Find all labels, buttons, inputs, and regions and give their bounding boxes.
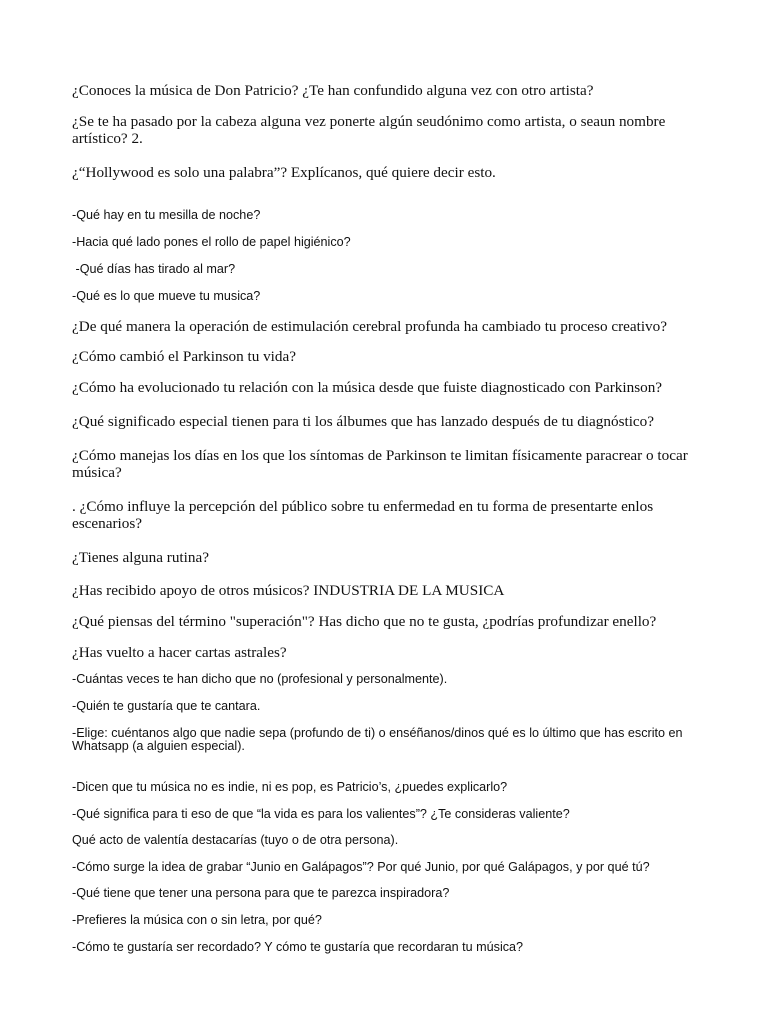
question-line: -Cómo surge la idea de grabar “Junio en Galápagos”? Por qué Junio, por qué Galápagos, y por qué tú? bbox=[72, 860, 650, 874]
question-line: ¿Conoces la música de Don Patricio? ¿Te han confundido alguna vez con otro artista? bbox=[72, 82, 594, 99]
question-line: ¿Cómo manejas los días en los que los síntomas de Parkinson te limitan físicamente paracrear o tocar música? bbox=[72, 447, 692, 481]
question-line: -Qué significa para ti eso de que “la vida es para los valientes”? ¿Te consideras valiente? bbox=[72, 807, 570, 821]
question-line: -Cuántas veces te han dicho que no (profesional y personalmente). bbox=[72, 672, 448, 686]
question-line: ¿Has recibido apoyo de otros músicos? INDUSTRIA DE LA MUSICA bbox=[72, 582, 505, 599]
question-line: Qué acto de valentía destacarías (tuyo o de otra persona). bbox=[72, 833, 399, 847]
question-line: -Qué es lo que mueve tu musica? bbox=[72, 289, 261, 303]
question-line: -Qué tiene que tener una persona para que te parezca inspiradora? bbox=[72, 886, 450, 900]
question-line: ¿Qué significado especial tienen para ti los álbumes que has lanzado después de tu diagnóstico? bbox=[72, 413, 654, 430]
question-line: -Elige: cuéntanos algo que nadie sepa (profundo de ti) o enséñanos/dinos qué es lo último que has escrito en Whatsapp (a alguien especial). bbox=[72, 726, 687, 753]
question-line: -Hacia qué lado pones el rollo de papel higiénico? bbox=[72, 235, 351, 249]
question-line: ¿Qué piensas del término "superación"? Has dicho que no te gusta, ¿podrías profundizar enello? bbox=[72, 613, 657, 630]
question-line: -Qué hay en tu mesilla de noche? bbox=[72, 208, 261, 222]
question-line: ¿Has vuelto a hacer cartas astrales? bbox=[72, 644, 287, 661]
question-line: -Dicen que tu música no es indie, ni es pop, es Patricio’s, ¿puedes explicarlo? bbox=[72, 780, 508, 794]
question-line: -Prefieres la música con o sin letra, por qué? bbox=[72, 913, 322, 927]
question-line: -Quién te gustaría que te cantara. bbox=[72, 699, 261, 713]
question-line: ¿Cómo ha evolucionado tu relación con la música desde que fuiste diagnosticado con Parkinson? bbox=[72, 379, 663, 396]
question-line: -Qué días has tirado al mar? bbox=[72, 262, 236, 276]
question-line: ¿Cómo cambió el Parkinson tu vida? bbox=[72, 348, 296, 365]
question-line: ¿De qué manera la operación de estimulación cerebral profunda ha cambiado tu proceso creativo? bbox=[72, 318, 667, 335]
question-line: . ¿Cómo influye la percepción del público sobre tu enfermedad en tu forma de presentarte enlos escenarios? bbox=[72, 498, 657, 532]
question-line: ¿Tienes alguna rutina? bbox=[72, 549, 209, 566]
question-line: -Cómo te gustaría ser recordado? Y cómo te gustaría que recordaran tu música? bbox=[72, 940, 524, 954]
question-line: ¿Se te ha pasado por la cabeza alguna vez ponerte algún seudónimo como artista, o seaun nombre artístico? 2. bbox=[72, 113, 670, 147]
question-line: ¿“Hollywood es solo una palabra”? Explícanos, qué quiere decir esto. bbox=[72, 164, 496, 181]
